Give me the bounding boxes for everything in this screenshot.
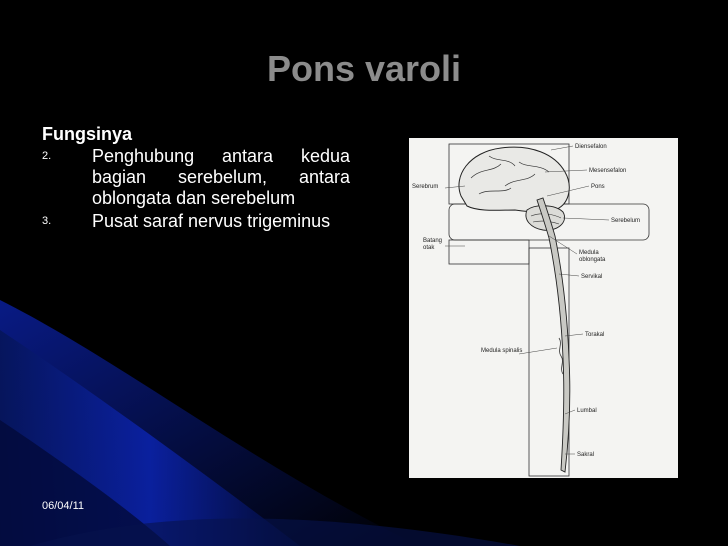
cerebrum-shape [459, 147, 569, 212]
label-medula-line1: Medula [579, 250, 599, 256]
label-torakal: Torakal [585, 332, 605, 338]
label-mesensefalon: Mesensefalon [589, 168, 627, 174]
slide-title: Pons varoli [266, 48, 462, 89]
label-medula-oblongata [579, 250, 606, 263]
label-diensefalon: Diensefalon [575, 144, 607, 150]
label-medula-spinalis: Medula spinalis [481, 348, 523, 354]
brain-spinal-cord-figure [409, 138, 678, 478]
list-number: 2. [42, 150, 52, 162]
section-heading: Fungsinya [42, 124, 133, 144]
slide-date: 06/04/11 [42, 500, 85, 512]
function-list [42, 146, 350, 234]
list-number: 3. [42, 215, 52, 227]
label-batang-otak [423, 238, 444, 251]
label-lumbal: Lumbal [577, 408, 597, 414]
list-text: Pusat saraf nervus trigeminus [92, 211, 331, 231]
label-batang-otak-line1: Batang [423, 238, 443, 244]
list-item [42, 211, 350, 232]
label-serebrum: Serebrum [412, 184, 439, 190]
label-pons: Pons [591, 184, 605, 190]
list-item [42, 146, 350, 209]
label-serebelum: Serebelum [611, 218, 641, 224]
anatomy-diagram [409, 138, 678, 478]
label-medula-line2: oblongata [579, 257, 606, 263]
label-batang-otak-line2: otak [423, 245, 435, 251]
label-servikal: Servikal [581, 274, 603, 280]
left-box [449, 240, 529, 264]
list-text: Penghubung antara kedua bagian serebelum, antara oblongata dan serebelum [92, 146, 350, 208]
label-sakral: Sakral [577, 452, 595, 458]
